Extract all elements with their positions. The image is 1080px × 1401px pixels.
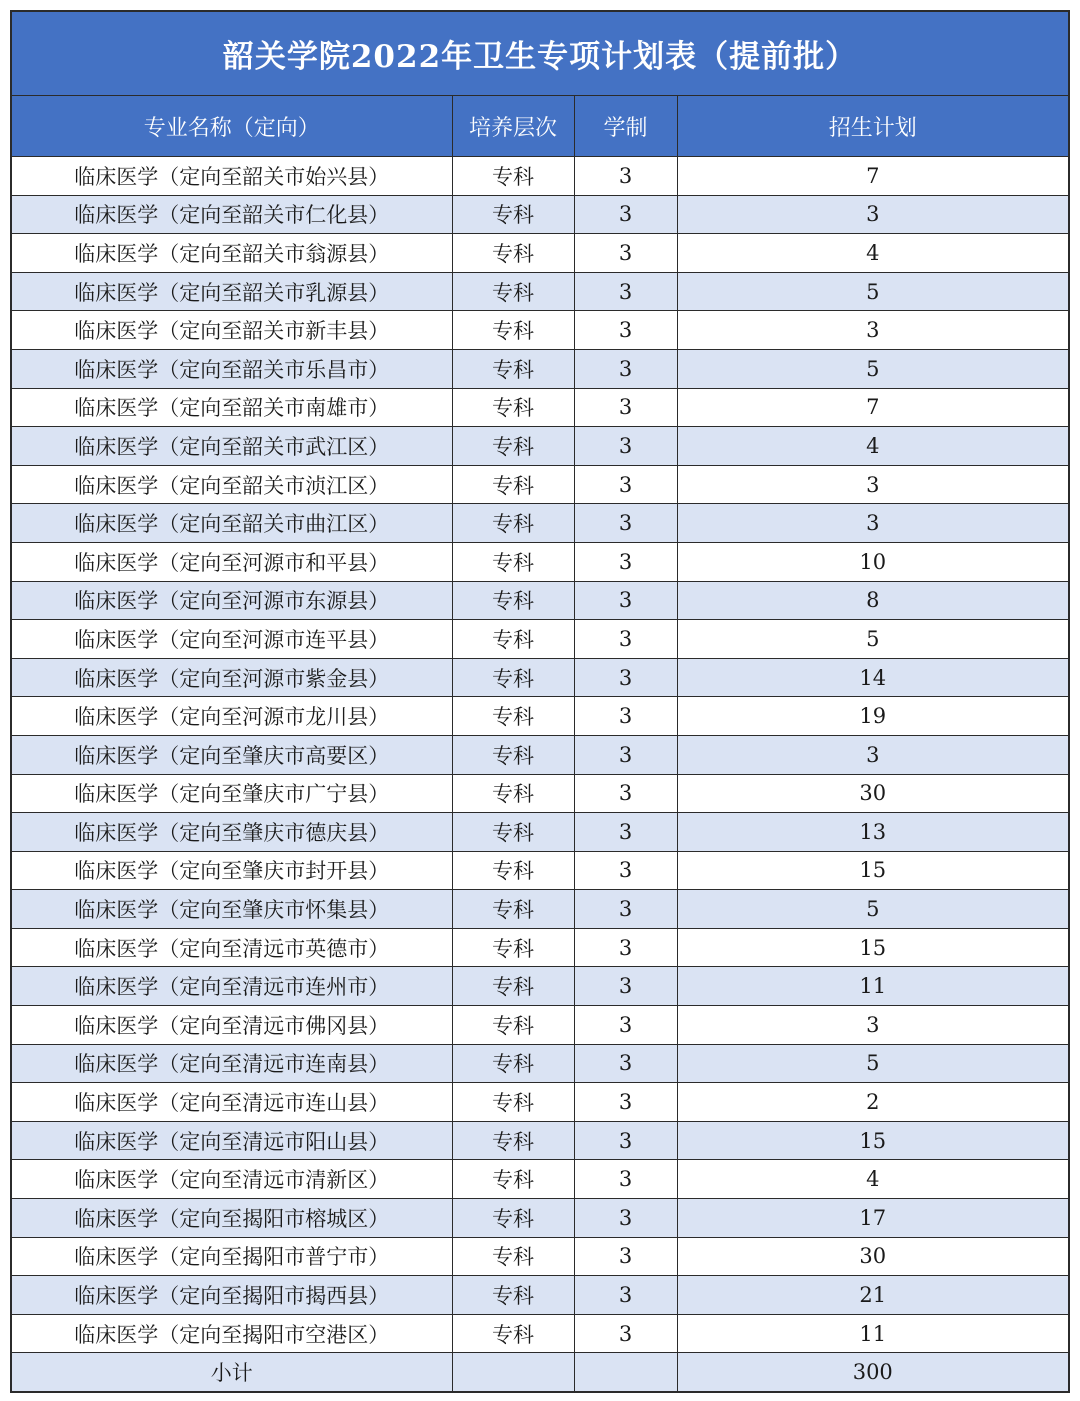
cell-major: 临床医学（定向至韶关市始兴县） xyxy=(12,157,452,196)
subtotal-level-empty xyxy=(452,1353,574,1391)
cell-major: 临床医学（定向至清远市佛冈县） xyxy=(12,1006,452,1045)
cell-level: 专科 xyxy=(452,1276,574,1315)
cell-level: 专科 xyxy=(452,928,574,967)
cell-level: 专科 xyxy=(452,1044,574,1083)
cell-years: 3 xyxy=(574,890,677,929)
cell-plan: 3 xyxy=(677,311,1068,350)
header-years: 学制 xyxy=(574,96,677,157)
cell-level: 专科 xyxy=(452,890,574,929)
cell-level: 专科 xyxy=(452,620,574,659)
cell-plan: 8 xyxy=(677,581,1068,620)
cell-plan: 5 xyxy=(677,890,1068,929)
table-row xyxy=(12,234,1068,273)
cell-level: 专科 xyxy=(452,581,574,620)
subtotal-label: 小计 xyxy=(12,1353,452,1391)
table-row xyxy=(12,658,1068,697)
table-row xyxy=(12,928,1068,967)
cell-years: 3 xyxy=(574,157,677,196)
cell-plan: 21 xyxy=(677,1276,1068,1315)
cell-major: 临床医学（定向至揭阳市揭西县） xyxy=(12,1276,452,1315)
cell-level: 专科 xyxy=(452,1314,574,1353)
cell-level: 专科 xyxy=(452,504,574,543)
table-row xyxy=(12,195,1068,234)
table-row xyxy=(12,157,1068,196)
cell-level: 专科 xyxy=(452,658,574,697)
cell-major: 临床医学（定向至肇庆市封开县） xyxy=(12,851,452,890)
cell-plan: 15 xyxy=(677,851,1068,890)
cell-level: 专科 xyxy=(452,851,574,890)
subtotal-plan: 300 xyxy=(677,1353,1068,1391)
table-title: 韶关学院2022年卫生专项计划表（提前批） xyxy=(12,12,1068,96)
cell-major: 临床医学（定向至揭阳市榕城区） xyxy=(12,1199,452,1238)
enrollment-plan-table xyxy=(12,96,1068,1391)
cell-level: 专科 xyxy=(452,195,574,234)
cell-major: 临床医学（定向至韶关市南雄市） xyxy=(12,388,452,427)
cell-years: 3 xyxy=(574,581,677,620)
cell-plan: 3 xyxy=(677,1006,1068,1045)
cell-level: 专科 xyxy=(452,1237,574,1276)
cell-years: 3 xyxy=(574,465,677,504)
cell-major: 临床医学（定向至韶关市曲江区） xyxy=(12,504,452,543)
cell-level: 专科 xyxy=(452,1083,574,1122)
cell-level: 专科 xyxy=(452,388,574,427)
cell-major: 临床医学（定向至清远市连南县） xyxy=(12,1044,452,1083)
cell-major: 临床医学（定向至清远市清新区） xyxy=(12,1160,452,1199)
cell-years: 3 xyxy=(574,620,677,659)
cell-level: 专科 xyxy=(452,1006,574,1045)
table-row xyxy=(12,272,1068,311)
cell-plan: 17 xyxy=(677,1199,1068,1238)
cell-plan: 3 xyxy=(677,735,1068,774)
cell-plan: 4 xyxy=(677,234,1068,273)
table-row xyxy=(12,774,1068,813)
table-row xyxy=(12,1006,1068,1045)
cell-years: 3 xyxy=(574,774,677,813)
cell-major: 临床医学（定向至韶关市新丰县） xyxy=(12,311,452,350)
cell-major: 临床医学（定向至韶关市仁化县） xyxy=(12,195,452,234)
cell-major: 临床医学（定向至河源市龙川县） xyxy=(12,697,452,736)
table-row xyxy=(12,311,1068,350)
plan-table-sheet xyxy=(10,10,1070,1393)
cell-years: 3 xyxy=(574,272,677,311)
cell-level: 专科 xyxy=(452,967,574,1006)
cell-years: 3 xyxy=(574,234,677,273)
cell-level: 专科 xyxy=(452,427,574,466)
table-row xyxy=(12,697,1068,736)
cell-plan: 4 xyxy=(677,1160,1068,1199)
table-row xyxy=(12,1314,1068,1353)
cell-years: 3 xyxy=(574,1199,677,1238)
table-row xyxy=(12,465,1068,504)
cell-plan: 10 xyxy=(677,542,1068,581)
cell-major: 临床医学（定向至揭阳市空港区） xyxy=(12,1314,452,1353)
cell-level: 专科 xyxy=(452,697,574,736)
table-header xyxy=(12,96,1068,157)
cell-major: 临床医学（定向至韶关市武江区） xyxy=(12,427,452,466)
table-row xyxy=(12,542,1068,581)
header-major: 专业名称（定向） xyxy=(12,96,452,157)
cell-major: 临床医学（定向至韶关市乳源县） xyxy=(12,272,452,311)
cell-years: 3 xyxy=(574,349,677,388)
cell-level: 专科 xyxy=(452,1199,574,1238)
subtotal-years-empty xyxy=(574,1353,677,1391)
cell-level: 专科 xyxy=(452,813,574,852)
cell-plan: 19 xyxy=(677,697,1068,736)
table-row xyxy=(12,427,1068,466)
table-row xyxy=(12,581,1068,620)
cell-major: 临床医学（定向至河源市和平县） xyxy=(12,542,452,581)
cell-plan: 3 xyxy=(677,465,1068,504)
cell-years: 3 xyxy=(574,1276,677,1315)
cell-years: 3 xyxy=(574,851,677,890)
cell-major: 临床医学（定向至清远市连州市） xyxy=(12,967,452,1006)
cell-plan: 11 xyxy=(677,1314,1068,1353)
cell-plan: 4 xyxy=(677,427,1068,466)
cell-plan: 5 xyxy=(677,1044,1068,1083)
cell-level: 专科 xyxy=(452,735,574,774)
cell-plan: 15 xyxy=(677,928,1068,967)
table-row xyxy=(12,504,1068,543)
subtotal-row xyxy=(12,1353,1068,1391)
cell-plan: 5 xyxy=(677,272,1068,311)
header-plan: 招生计划 xyxy=(677,96,1068,157)
cell-plan: 15 xyxy=(677,1121,1068,1160)
cell-major: 临床医学（定向至肇庆市高要区） xyxy=(12,735,452,774)
table-row xyxy=(12,388,1068,427)
cell-major: 临床医学（定向至韶关市翁源县） xyxy=(12,234,452,273)
cell-level: 专科 xyxy=(452,1121,574,1160)
cell-level: 专科 xyxy=(452,465,574,504)
table-row xyxy=(12,1044,1068,1083)
table-row xyxy=(12,851,1068,890)
cell-level: 专科 xyxy=(452,349,574,388)
cell-years: 3 xyxy=(574,1044,677,1083)
cell-major: 临床医学（定向至韶关市浈江区） xyxy=(12,465,452,504)
cell-years: 3 xyxy=(574,1160,677,1199)
table-row xyxy=(12,1083,1068,1122)
cell-years: 3 xyxy=(574,1237,677,1276)
cell-years: 3 xyxy=(574,542,677,581)
cell-years: 3 xyxy=(574,388,677,427)
cell-years: 3 xyxy=(574,1121,677,1160)
cell-major: 临床医学（定向至肇庆市广宁县） xyxy=(12,774,452,813)
cell-major: 临床医学（定向至肇庆市怀集县） xyxy=(12,890,452,929)
cell-plan: 5 xyxy=(677,349,1068,388)
cell-major: 临床医学（定向至河源市东源县） xyxy=(12,581,452,620)
cell-plan: 7 xyxy=(677,388,1068,427)
cell-years: 3 xyxy=(574,697,677,736)
cell-years: 3 xyxy=(574,813,677,852)
table-row xyxy=(12,967,1068,1006)
cell-plan: 14 xyxy=(677,658,1068,697)
table-row xyxy=(12,735,1068,774)
cell-major: 临床医学（定向至清远市阳山县） xyxy=(12,1121,452,1160)
cell-years: 3 xyxy=(574,658,677,697)
table-row xyxy=(12,1121,1068,1160)
cell-plan: 3 xyxy=(677,195,1068,234)
header-row xyxy=(12,96,1068,157)
cell-years: 3 xyxy=(574,928,677,967)
table-footer xyxy=(12,1353,1068,1391)
cell-level: 专科 xyxy=(452,542,574,581)
header-level: 培养层次 xyxy=(452,96,574,157)
cell-level: 专科 xyxy=(452,311,574,350)
cell-plan: 30 xyxy=(677,774,1068,813)
table-body xyxy=(12,157,1068,1353)
cell-years: 3 xyxy=(574,195,677,234)
cell-plan: 3 xyxy=(677,504,1068,543)
cell-years: 3 xyxy=(574,1314,677,1353)
cell-major: 临床医学（定向至河源市紫金县） xyxy=(12,658,452,697)
cell-years: 3 xyxy=(574,504,677,543)
table-row xyxy=(12,1199,1068,1238)
cell-years: 3 xyxy=(574,311,677,350)
cell-plan: 7 xyxy=(677,157,1068,196)
cell-years: 3 xyxy=(574,427,677,466)
cell-years: 3 xyxy=(574,1083,677,1122)
cell-level: 专科 xyxy=(452,157,574,196)
cell-plan: 30 xyxy=(677,1237,1068,1276)
cell-plan: 11 xyxy=(677,967,1068,1006)
cell-major: 临床医学（定向至清远市连山县） xyxy=(12,1083,452,1122)
cell-level: 专科 xyxy=(452,774,574,813)
cell-plan: 5 xyxy=(677,620,1068,659)
table-row xyxy=(12,1276,1068,1315)
table-row xyxy=(12,813,1068,852)
table-row xyxy=(12,1160,1068,1199)
cell-plan: 2 xyxy=(677,1083,1068,1122)
cell-major: 临床医学（定向至肇庆市德庆县） xyxy=(12,813,452,852)
cell-major: 临床医学（定向至韶关市乐昌市） xyxy=(12,349,452,388)
cell-major: 临床医学（定向至揭阳市普宁市） xyxy=(12,1237,452,1276)
table-row xyxy=(12,890,1068,929)
cell-level: 专科 xyxy=(452,272,574,311)
table-row xyxy=(12,349,1068,388)
cell-level: 专科 xyxy=(452,234,574,273)
cell-years: 3 xyxy=(574,1006,677,1045)
table-row xyxy=(12,620,1068,659)
table-row xyxy=(12,1237,1068,1276)
cell-plan: 13 xyxy=(677,813,1068,852)
cell-major: 临床医学（定向至清远市英德市） xyxy=(12,928,452,967)
cell-years: 3 xyxy=(574,967,677,1006)
cell-level: 专科 xyxy=(452,1160,574,1199)
cell-major: 临床医学（定向至河源市连平县） xyxy=(12,620,452,659)
cell-years: 3 xyxy=(574,735,677,774)
